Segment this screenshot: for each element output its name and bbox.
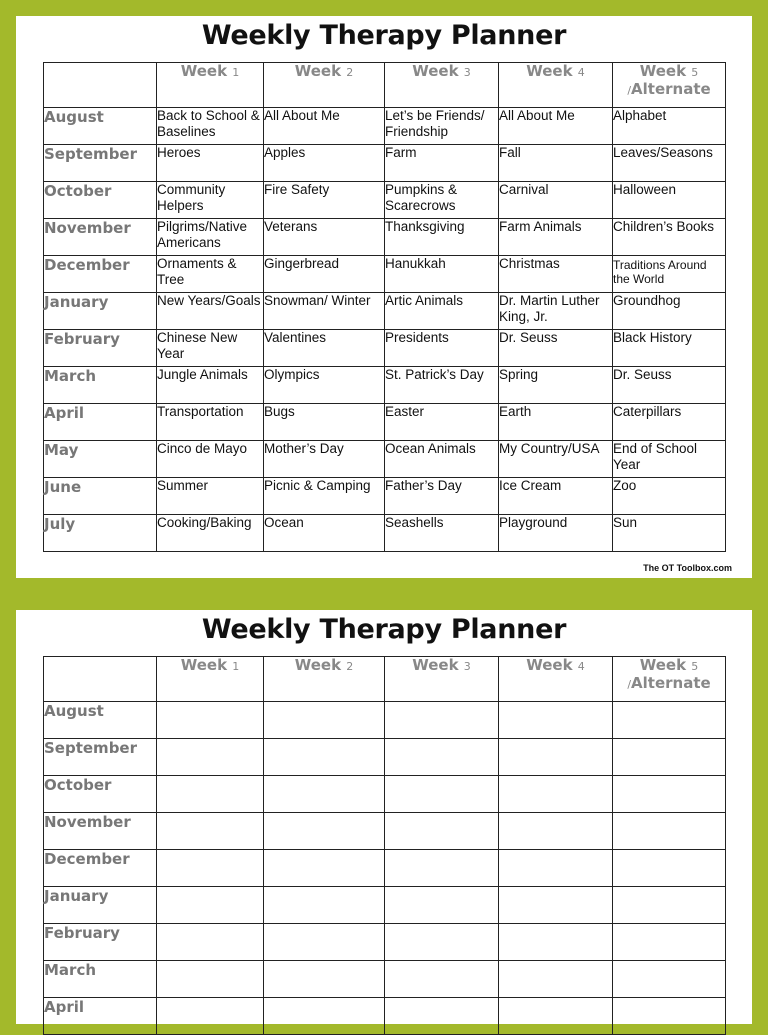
month-label: March (44, 961, 157, 998)
empty-cell (499, 961, 613, 998)
theme-cell: Gingerbread (264, 256, 385, 293)
empty-cell (157, 776, 264, 813)
empty-cell (157, 702, 264, 739)
week-label: Week (412, 62, 464, 80)
theme-cell: All About Me (264, 108, 385, 145)
theme-cell: Fire Safety (264, 182, 385, 219)
table-row (44, 813, 726, 850)
theme-cell: New Years/Goals (157, 293, 264, 330)
table-row (44, 702, 726, 739)
theme-cell: Sun (613, 515, 726, 552)
footer-brand: The OT Toolbox.com (643, 563, 732, 573)
theme-cell: Seashells (385, 515, 499, 552)
theme-cell: Dr. Seuss (499, 330, 613, 367)
week-header-1 (157, 657, 264, 702)
table-row (44, 330, 726, 367)
week-label: Week (639, 656, 692, 674)
theme-cell: Apples (264, 145, 385, 182)
table-row (44, 293, 726, 330)
theme-cell: Black History (613, 330, 726, 367)
theme-cell: Valentines (264, 330, 385, 367)
month-label: July (44, 515, 157, 552)
theme-cell: Bugs (264, 404, 385, 441)
theme-cell: My Country/USA (499, 441, 613, 478)
week-number: 4 (577, 660, 585, 673)
theme-cell: Jungle Animals (157, 367, 264, 404)
week-label: Week (294, 656, 347, 674)
theme-cell: Hanukkah (385, 256, 499, 293)
theme-cell: Caterpillars (613, 404, 726, 441)
table-row (44, 776, 726, 813)
empty-cell (499, 702, 613, 739)
planner-title: Weekly Therapy Planner (201, 614, 567, 645)
week-header-5 (613, 63, 726, 108)
empty-cell (499, 813, 613, 850)
theme-cell: Dr. Martin Luther King, Jr. (499, 293, 613, 330)
theme-cell: Earth (499, 404, 613, 441)
theme-cell: Leaves/Seasons (613, 145, 726, 182)
theme-cell: Community Helpers (157, 182, 264, 219)
month-label: January (44, 887, 157, 924)
empty-cell (385, 850, 499, 887)
month-label: June (44, 478, 157, 515)
table-row (44, 739, 726, 776)
theme-cell: Let’s be Friends/ Friendship (385, 108, 499, 145)
theme-cell: Picnic & Camping (264, 478, 385, 515)
theme-cell: Playground (499, 515, 613, 552)
week-header-4 (499, 657, 613, 702)
table-row (44, 108, 726, 145)
empty-cell (613, 776, 726, 813)
theme-cell: Ornaments & Tree (157, 256, 264, 293)
header-row (44, 657, 726, 702)
filled-planner-table (43, 62, 726, 552)
theme-cell: Ocean Animals (385, 441, 499, 478)
empty-cell (385, 813, 499, 850)
blank-planner-sheet (16, 610, 752, 1024)
week-number: 1 (232, 660, 240, 673)
empty-cell (385, 887, 499, 924)
week-header-5 (613, 657, 726, 702)
theme-cell: Ocean (264, 515, 385, 552)
empty-cell (499, 924, 613, 961)
month-label: December (44, 256, 157, 293)
month-label: August (44, 702, 157, 739)
month-label: October (44, 776, 157, 813)
month-label: January (44, 293, 157, 330)
table-row (44, 850, 726, 887)
table-row (44, 924, 726, 961)
empty-cell (157, 813, 264, 850)
corner-cell (44, 657, 157, 702)
empty-cell (499, 739, 613, 776)
table-row (44, 478, 726, 515)
empty-cell (613, 813, 726, 850)
week-label: Week (639, 62, 692, 80)
empty-cell (499, 850, 613, 887)
table-row (44, 887, 726, 924)
theme-cell: Snowman/ Winter (264, 293, 385, 330)
empty-cell (613, 924, 726, 961)
week-number: 2 (346, 66, 354, 79)
theme-cell: Traditions Around the World (613, 256, 726, 293)
month-label: October (44, 182, 157, 219)
header-row (44, 63, 726, 108)
theme-cell: Transportation (157, 404, 264, 441)
month-label: February (44, 330, 157, 367)
week-number: 5 (691, 660, 699, 673)
corner-cell (44, 63, 157, 108)
week-label: Week (180, 62, 233, 80)
week-label: Week (180, 656, 233, 674)
empty-cell (499, 998, 613, 1035)
theme-cell: Chinese New Year (157, 330, 264, 367)
empty-cell (264, 850, 385, 887)
week-number: 3 (463, 66, 471, 79)
theme-cell: Veterans (264, 219, 385, 256)
week-alternate: /Alternate (627, 80, 711, 98)
week-label: Week (526, 62, 578, 80)
planner-title: Weekly Therapy Planner (201, 20, 567, 51)
empty-cell (613, 998, 726, 1035)
theme-cell: Christmas (499, 256, 613, 293)
theme-cell: Father’s Day (385, 478, 499, 515)
empty-cell (385, 702, 499, 739)
empty-cell (157, 998, 264, 1035)
theme-cell: Cooking/Baking (157, 515, 264, 552)
theme-cell: Halloween (613, 182, 726, 219)
week-label: Week (294, 62, 347, 80)
month-label: December (44, 850, 157, 887)
empty-cell (264, 739, 385, 776)
week-number: 5 (691, 66, 699, 79)
empty-cell (613, 702, 726, 739)
theme-cell: Mother’s Day (264, 441, 385, 478)
week-number: 2 (346, 660, 354, 673)
empty-cell (385, 776, 499, 813)
table-row (44, 515, 726, 552)
empty-cell (613, 887, 726, 924)
theme-cell: Back to School & Baselines (157, 108, 264, 145)
empty-cell (385, 924, 499, 961)
week-header-3 (385, 63, 499, 108)
table-row (44, 961, 726, 998)
theme-cell: All About Me (499, 108, 613, 145)
week-label: Week (526, 656, 578, 674)
month-label: April (44, 404, 157, 441)
theme-cell: Dr. Seuss (613, 367, 726, 404)
theme-cell: Presidents (385, 330, 499, 367)
month-label: November (44, 219, 157, 256)
theme-cell: Carnival (499, 182, 613, 219)
theme-cell: Farm (385, 145, 499, 182)
empty-cell (264, 702, 385, 739)
month-label: November (44, 813, 157, 850)
table-row (44, 998, 726, 1035)
week-header-2 (264, 63, 385, 108)
theme-cell: End of School Year (613, 441, 726, 478)
table-row (44, 219, 726, 256)
empty-cell (264, 924, 385, 961)
month-label: August (44, 108, 157, 145)
week-number: 3 (463, 660, 471, 673)
table-row (44, 367, 726, 404)
empty-cell (264, 998, 385, 1035)
theme-cell: Groundhog (613, 293, 726, 330)
theme-cell: St. Patrick’s Day (385, 367, 499, 404)
table-row (44, 441, 726, 478)
empty-cell (613, 739, 726, 776)
theme-cell: Cinco de Mayo (157, 441, 264, 478)
empty-cell (385, 961, 499, 998)
table-row (44, 256, 726, 293)
empty-cell (613, 961, 726, 998)
empty-cell (264, 813, 385, 850)
empty-cell (157, 739, 264, 776)
empty-cell (385, 739, 499, 776)
empty-cell (264, 887, 385, 924)
week-label: Week (412, 656, 464, 674)
empty-cell (264, 776, 385, 813)
theme-cell: Zoo (613, 478, 726, 515)
theme-cell: Pumpkins & Scarecrows (385, 182, 499, 219)
table-row (44, 404, 726, 441)
empty-cell (499, 776, 613, 813)
table-row (44, 145, 726, 182)
empty-cell (157, 924, 264, 961)
theme-cell: Olympics (264, 367, 385, 404)
theme-cell: Fall (499, 145, 613, 182)
empty-cell (613, 850, 726, 887)
week-header-4 (499, 63, 613, 108)
theme-cell: Heroes (157, 145, 264, 182)
week-header-1 (157, 63, 264, 108)
empty-cell (385, 998, 499, 1035)
month-label: February (44, 924, 157, 961)
theme-cell: Children’s Books (613, 219, 726, 256)
empty-cell (264, 961, 385, 998)
empty-cell (157, 961, 264, 998)
empty-cell (157, 887, 264, 924)
week-number: 1 (232, 66, 240, 79)
empty-cell (499, 887, 613, 924)
table-row (44, 182, 726, 219)
theme-cell: Artic Animals (385, 293, 499, 330)
theme-cell: Farm Animals (499, 219, 613, 256)
month-label: September (44, 739, 157, 776)
theme-cell: Easter (385, 404, 499, 441)
week-header-3 (385, 657, 499, 702)
month-label: March (44, 367, 157, 404)
theme-cell: Thanksgiving (385, 219, 499, 256)
week-alternate: /Alternate (627, 674, 711, 692)
blank-planner-table (43, 656, 726, 1035)
empty-cell (157, 850, 264, 887)
month-label: September (44, 145, 157, 182)
theme-cell: Alphabet (613, 108, 726, 145)
theme-cell: Ice Cream (499, 478, 613, 515)
filled-planner-sheet (16, 16, 752, 578)
month-label: April (44, 998, 157, 1035)
week-header-2 (264, 657, 385, 702)
month-label: May (44, 441, 157, 478)
theme-cell: Spring (499, 367, 613, 404)
week-number: 4 (577, 66, 585, 79)
theme-cell: Summer (157, 478, 264, 515)
theme-cell: Pilgrims/Native Americans (157, 219, 264, 256)
